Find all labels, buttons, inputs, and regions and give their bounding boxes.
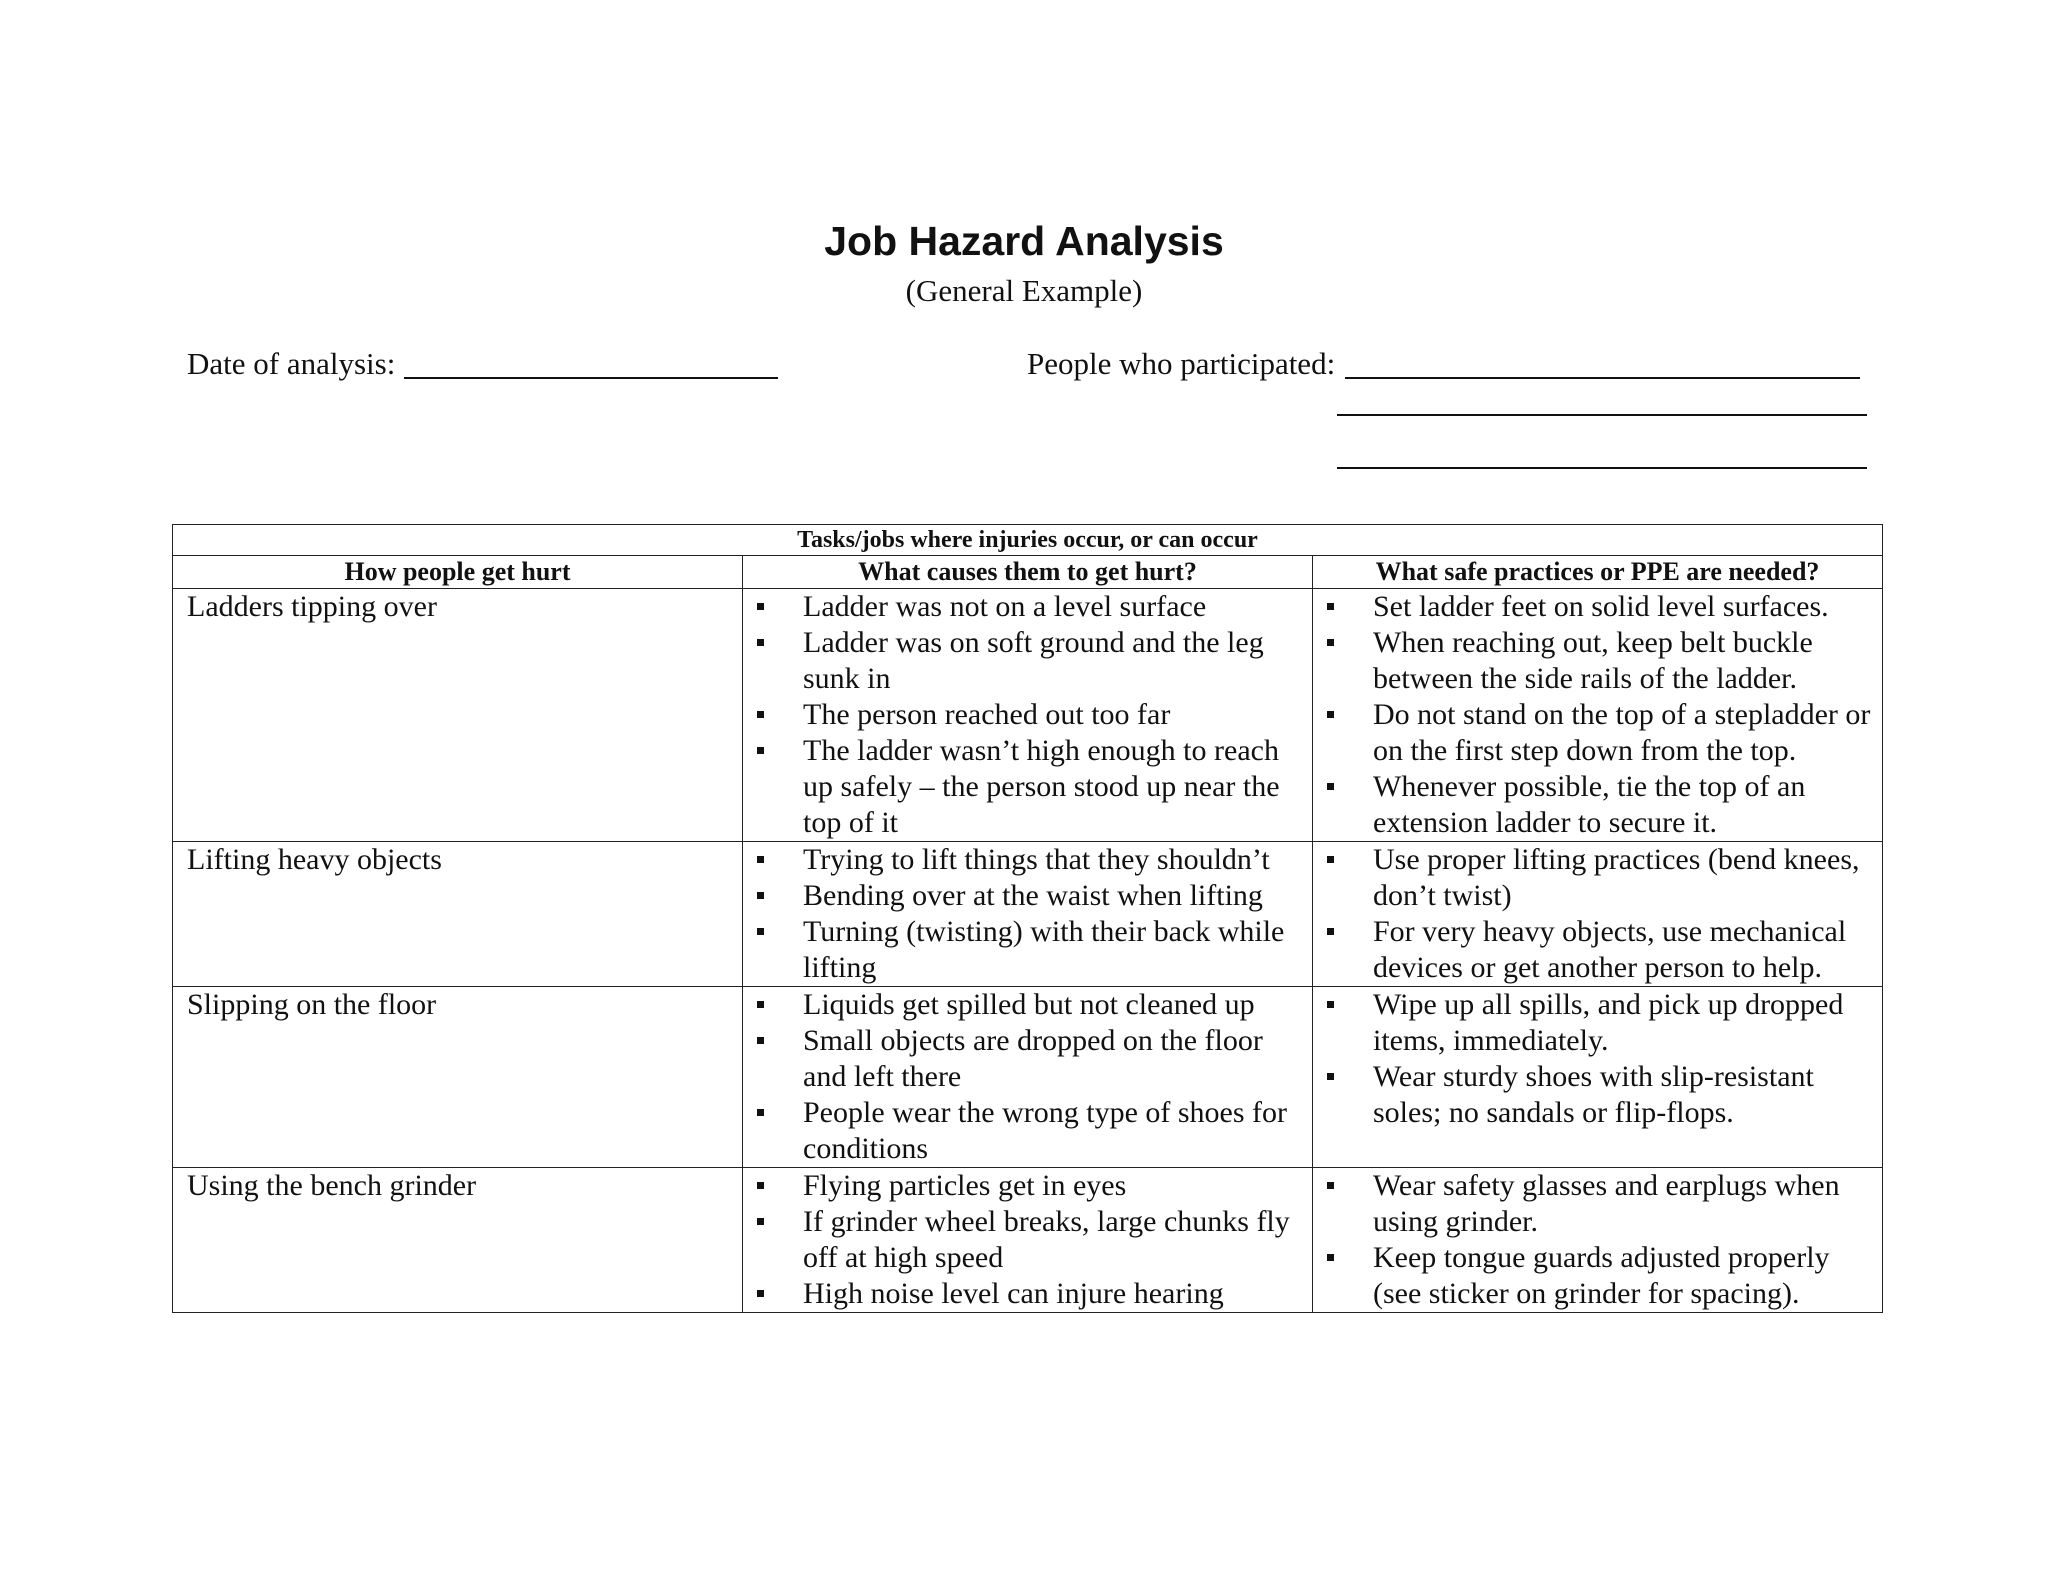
bullet-icon [757,747,764,754]
bullet-icon [1327,1073,1334,1080]
document-subtitle: (General Example) [905,273,1143,308]
list-item [1313,914,1882,986]
list-item [743,1095,1312,1167]
list-item [743,878,1312,914]
list-item [743,733,1312,841]
list-item [1313,697,1882,769]
list-item [743,1023,1312,1095]
bullet-icon [757,892,764,899]
table-header-row [173,556,1883,589]
bullet-icon [1327,783,1334,790]
hazard-table [172,524,1883,1313]
bullet-icon [757,711,764,718]
task-cell: Lifting heavy objects [173,842,743,987]
list-item-text: Ladder was on soft ground and the leg sunk in [803,626,1264,695]
list-item [743,589,1312,625]
causes-list [743,842,1312,986]
list-item [1313,987,1882,1059]
causes-list [743,1168,1312,1312]
bullet-icon [757,603,764,610]
causes-cell [743,987,1313,1168]
task-cell: Slipping on the floor [173,987,743,1168]
participant-blank-3[interactable] [1337,467,1867,469]
header-what-causes: What causes them to get hurt? [743,556,1313,589]
list-item [743,1168,1312,1204]
header-safe-practices: What safe practices or PPE are needed? [1313,556,1883,589]
list-item [1313,1240,1882,1312]
list-item [743,1204,1312,1276]
list-item-text: When reaching out, keep belt buckle between the side rails of the ladder. [1373,626,1813,695]
list-item-text: The person reached out too far [803,698,1171,731]
list-item [743,987,1312,1023]
practices-cell [1313,589,1883,842]
list-item-text: Wipe up all spills, and pick up dropped items, immediately. [1373,988,1844,1057]
date-of-analysis-label: Date of analysis: [187,346,396,381]
list-item-text: Wear sturdy shoes with slip-resistant soles; no sandals or flip-flops. [1373,1060,1814,1129]
bullet-icon [1327,856,1334,863]
bullet-icon [757,1218,764,1225]
causes-cell [743,1168,1313,1313]
participant-blank-1[interactable] [1345,377,1860,379]
list-item-text: Use proper lifting practices (bend knees, don’t twist) [1373,843,1860,912]
list-item [743,914,1312,986]
date-of-analysis-blank[interactable] [404,377,778,379]
practices-list [1313,842,1882,986]
bullet-icon [757,1001,764,1008]
table-row [173,987,1883,1168]
list-item-text: Set ladder feet on solid level surfaces. [1373,590,1829,623]
list-item-text: The ladder wasn’t high enough to reach up safely – the person stood up near the top of it [803,734,1280,839]
list-item [1313,842,1882,914]
bullet-icon [1327,1001,1334,1008]
table-caption-row [173,525,1883,556]
list-item-text: People wear the wrong type of shoes for conditions [803,1096,1288,1165]
task-cell: Ladders tipping over [173,589,743,842]
list-item-text: Ladder was not on a level surface [803,590,1207,623]
list-item [1313,589,1882,625]
bullet-icon [757,1109,764,1116]
list-item [743,625,1312,697]
table-row [173,1168,1883,1313]
bullet-icon [757,1037,764,1044]
practices-cell [1313,1168,1883,1313]
list-item-text: Keep tongue guards adjusted properly (see sticker on grinder for spacing). [1373,1241,1830,1310]
people-participated-label: People who participated: [1027,346,1336,381]
bullet-icon [1327,711,1334,718]
bullet-icon [1327,1254,1334,1261]
document-title: Job Hazard Analysis [824,218,1224,264]
list-item-text: High noise level can injure hearing [803,1277,1224,1310]
table-caption: Tasks/jobs where injuries occur, or can occur [173,525,1883,556]
practices-list [1313,1168,1882,1312]
bullet-icon [757,639,764,646]
bullet-icon [757,1182,764,1189]
task-cell: Using the bench grinder [173,1168,743,1313]
list-item-text: Small objects are dropped on the floor and left there [803,1024,1263,1093]
list-item-text: If grinder wheel breaks, large chunks fly off at high speed [803,1205,1290,1274]
table-row [173,589,1883,842]
practices-cell [1313,842,1883,987]
list-item [743,842,1312,878]
bullet-icon [757,856,764,863]
list-item-text: Whenever possible, tie the top of an extension ladder to secure it. [1373,770,1806,839]
list-item-text: Liquids get spilled but not cleaned up [803,988,1255,1021]
bullet-icon [757,1290,764,1297]
list-item [743,697,1312,733]
list-item [1313,769,1882,841]
causes-cell [743,842,1313,987]
practices-list [1313,987,1882,1131]
list-item-text: Turning (twisting) with their back while lifting [803,915,1285,984]
causes-list [743,589,1312,841]
bullet-icon [1327,639,1334,646]
bullet-icon [1327,928,1334,935]
causes-list [743,987,1312,1167]
list-item [1313,625,1882,697]
list-item-text: Wear safety glasses and earplugs when using grinder. [1373,1169,1840,1238]
bullet-icon [1327,603,1334,610]
list-item [743,1276,1312,1312]
list-item [1313,1168,1882,1240]
list-item-text: Do not stand on the top of a stepladder or on the first step down from the top. [1373,698,1871,767]
list-item-text: For very heavy objects, use mechanical devices or get another person to help. [1373,915,1847,984]
list-item-text: Trying to lift things that they shouldn’t [803,843,1270,876]
table-row [173,842,1883,987]
header-how-people-get-hurt: How people get hurt [173,556,743,589]
causes-cell [743,589,1313,842]
bullet-icon [1327,1182,1334,1189]
list-item-text: Bending over at the waist when lifting [803,879,1263,912]
practices-list [1313,589,1882,841]
bullet-icon [757,928,764,935]
practices-cell [1313,987,1883,1168]
list-item [1313,1059,1882,1131]
participant-blank-2[interactable] [1337,414,1867,416]
list-item-text: Flying particles get in eyes [803,1169,1127,1202]
